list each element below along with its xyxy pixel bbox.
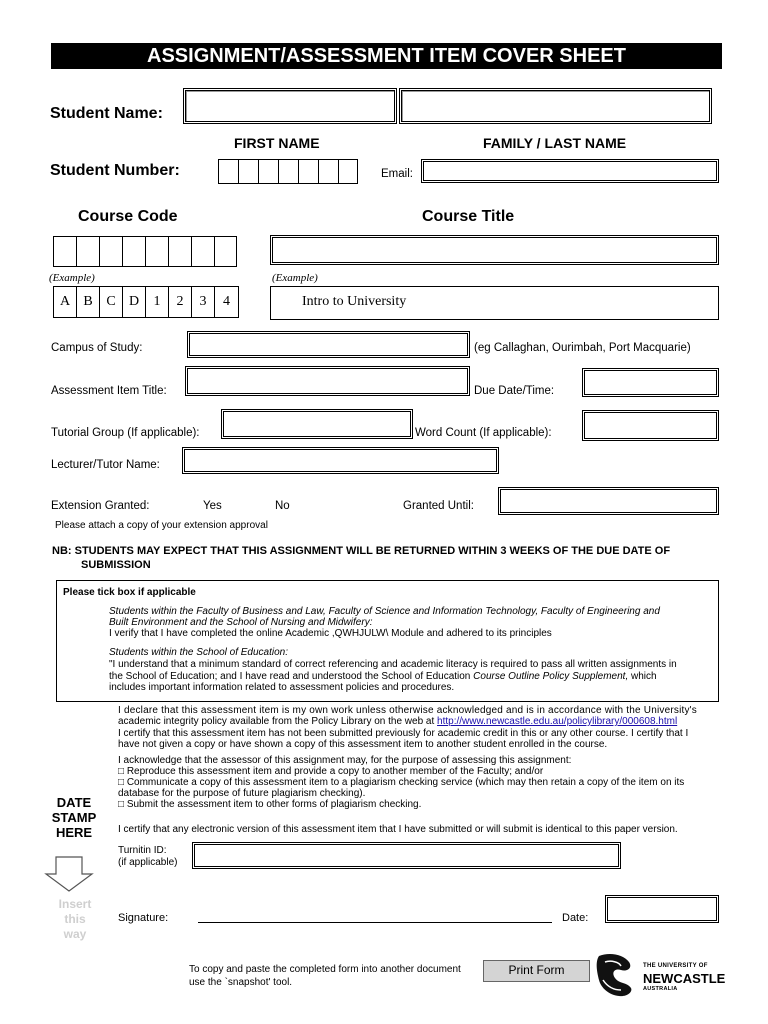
copy-note-line-2: use the `snapshot' tool. [189, 977, 293, 988]
education-line-2a: the School of Education; and I have read and understood the School of Education [109, 671, 474, 682]
page-title: ASSIGNMENT/ASSESSMENT ITEM COVER SHEET [51, 43, 722, 69]
logo-line-3: AUSTRALIA [643, 986, 678, 992]
lecturer-input[interactable] [182, 447, 499, 474]
declare-line-1: I declare that this assessment item is my own work unless otherwise acknowledged and is in accordance with the University's [118, 705, 697, 716]
student-number-input[interactable] [218, 159, 358, 184]
turnitin-label: Turnitin ID: [118, 845, 167, 856]
certify-line-1: I certify that this assessment item has not been submitted previously for academic credit in this or any other course. I certify that I [118, 728, 689, 739]
digit-cell[interactable] [258, 159, 278, 184]
digit-cell[interactable] [338, 159, 358, 184]
example-code-cell: B [77, 287, 100, 317]
extension-no-option[interactable]: No [275, 500, 290, 512]
acknowledge-item-3: □ Submit the assessment item to other forms of plagiarism checking. [118, 799, 422, 810]
assessment-title-input[interactable] [185, 366, 470, 396]
student-name-label: Student Name: [50, 105, 163, 122]
signature-line[interactable] [198, 922, 552, 923]
extension-note: Please attach a copy of your extension approval [55, 520, 268, 531]
due-date-label: Due Date/Time: [474, 385, 555, 397]
example-code-cell: 4 [223, 294, 230, 309]
acknowledge-item-2a: □ Communicate a copy of this assessment item to a plagiarism checking service (which may then retain a copy of the item on its [118, 777, 685, 788]
policy-library-link[interactable]: http://www.newcastle.edu.au/policylibrary/000608.html [437, 716, 678, 727]
example-code-cell: 3 [192, 287, 215, 317]
insert-line-3: way [63, 927, 87, 941]
assessment-title-label: Assessment Item Title: [51, 385, 167, 397]
word-count-input[interactable] [582, 410, 719, 441]
campus-label: Campus of Study: [51, 342, 143, 354]
code-cell[interactable] [168, 236, 191, 267]
example-code-cell: C [100, 287, 123, 317]
tutorial-label: Tutorial Group (If applicable): [51, 427, 200, 439]
declare-line-2 [118, 716, 677, 727]
date-stamp-area [46, 795, 102, 840]
seahorse-crest-icon [593, 952, 639, 998]
course-title-input[interactable] [270, 235, 719, 265]
date-label: Date: [562, 912, 589, 924]
last-name-input[interactable] [399, 88, 712, 124]
nb-line-2: SUBMISSION [81, 559, 151, 571]
code-cell[interactable] [53, 236, 76, 267]
education-heading: Students within the School of Education: [109, 647, 289, 658]
digit-cell[interactable] [318, 159, 338, 184]
stamp-line-1: DATE [56, 795, 92, 810]
copy-note-line-1: To copy and paste the completed form into another document [189, 964, 461, 975]
digit-cell[interactable] [238, 159, 258, 184]
stamp-line-2: STAMP [51, 810, 97, 825]
digit-cell[interactable] [218, 159, 238, 184]
down-arrow-icon [44, 856, 94, 892]
granted-until-label: Granted Until: [403, 500, 474, 512]
print-form-button[interactable]: Print Form [483, 960, 590, 982]
university-logo [593, 952, 726, 1000]
extension-yes-option[interactable]: Yes [203, 500, 222, 512]
example-title-text: Intro to University [302, 294, 407, 309]
insert-line-1: Insert [58, 897, 92, 911]
example-label-title: (Example) [272, 272, 318, 284]
nb-line-1: NB: STUDENTS MAY EXPECT THAT THIS ASSIGNMENT WILL BE RETURNED WITHIN 3 WEEKS OF THE DUE DATE OF [52, 545, 671, 557]
acknowledge-item-1: □ Reproduce this assessment item and provide a copy to another member of the Faculty; and/or [118, 766, 544, 777]
campus-hint: (eg Callaghan, Ourimbah, Port Macquarie) [474, 342, 691, 354]
logo-line-2: NEWCASTLE [643, 971, 726, 986]
date-input[interactable] [605, 895, 719, 923]
logo-line-1: THE UNIVERSITY OF [643, 963, 708, 969]
code-cell[interactable] [214, 236, 237, 267]
example-course-code [53, 286, 239, 318]
tutorial-input[interactable] [221, 409, 413, 439]
course-code-label: Course Code [78, 208, 178, 225]
email-input[interactable] [421, 159, 719, 183]
faculty-line-1: Students within the Faculty of Business and Law, Faculty of Science and Information Technology, Faculty of Engineering and [109, 606, 660, 617]
code-cell[interactable] [191, 236, 214, 267]
education-line-2c: which [628, 671, 657, 682]
last-name-label: FAMILY / LAST NAME [483, 135, 627, 151]
code-cell[interactable] [122, 236, 145, 267]
extension-label: Extension Granted: [51, 500, 150, 512]
digit-cell[interactable] [298, 159, 318, 184]
digit-cell[interactable] [278, 159, 298, 184]
campus-input[interactable] [187, 331, 470, 358]
word-count-label: Word Count (If applicable): [415, 427, 552, 439]
declare-text: academic integrity policy available from the Policy Library on the web at [118, 716, 438, 727]
insert-this-way [50, 897, 100, 942]
code-cell[interactable] [99, 236, 122, 267]
acknowledge-item-2b: database for the purpose of future plagiarism checking). [118, 788, 366, 799]
lecturer-label: Lecturer/Tutor Name: [51, 459, 160, 471]
education-line-3: includes important information related to assessment policies and procedures. [109, 682, 455, 693]
turnitin-input[interactable] [192, 842, 621, 869]
email-label: Email: [381, 168, 413, 180]
code-cell[interactable] [76, 236, 99, 267]
student-number-label: Student Number: [50, 162, 180, 179]
education-line-1: "I understand that a minimum standard of correct referencing and academic literacy is required to pass all written assignments in [109, 659, 677, 670]
turnitin-sub-label: (if applicable) [118, 857, 178, 868]
acknowledge-line: I acknowledge that the assessor of this assignment may, for the purpose of assessing this assignment: [118, 755, 572, 766]
policy-supplement-title: Course Outline Policy Supplement, [473, 671, 629, 682]
tick-box-panel [56, 580, 719, 702]
education-line-2 [109, 671, 657, 682]
first-name-label: FIRST NAME [234, 135, 320, 151]
example-code-cell: 2 [169, 287, 192, 317]
example-code-cell: 1 [146, 287, 169, 317]
example-code-cell: D [123, 287, 146, 317]
tick-heading: Please tick box if applicable [63, 587, 196, 598]
certify-line-2: have not given a copy or have shown a copy of this assessment item to another student enrolled in the course. [118, 739, 608, 750]
first-name-input[interactable] [183, 88, 397, 124]
stamp-line-3: HERE [55, 825, 93, 840]
insert-line-2: this [64, 912, 86, 926]
code-cell[interactable] [145, 236, 168, 267]
course-title-label: Course Title [422, 208, 515, 225]
faculty-verify: I verify that I have completed the online Academic ,QWHJULW\ Module and adhered to its principles [109, 628, 552, 639]
faculty-line-2: Built Environment and the School of Nursing and Midwifery: [109, 617, 373, 628]
signature-label: Signature: [118, 912, 169, 924]
course-code-input[interactable] [53, 236, 237, 267]
example-code-cell: A [54, 287, 77, 317]
electronic-certify: I certify that any electronic version of this assessment item that I have submitted or will submit is identical to this paper version. [118, 824, 678, 835]
granted-until-input[interactable] [498, 487, 719, 515]
due-date-input[interactable] [582, 368, 719, 397]
example-label-code: (Example) [49, 272, 95, 284]
example-course-title [270, 286, 719, 320]
